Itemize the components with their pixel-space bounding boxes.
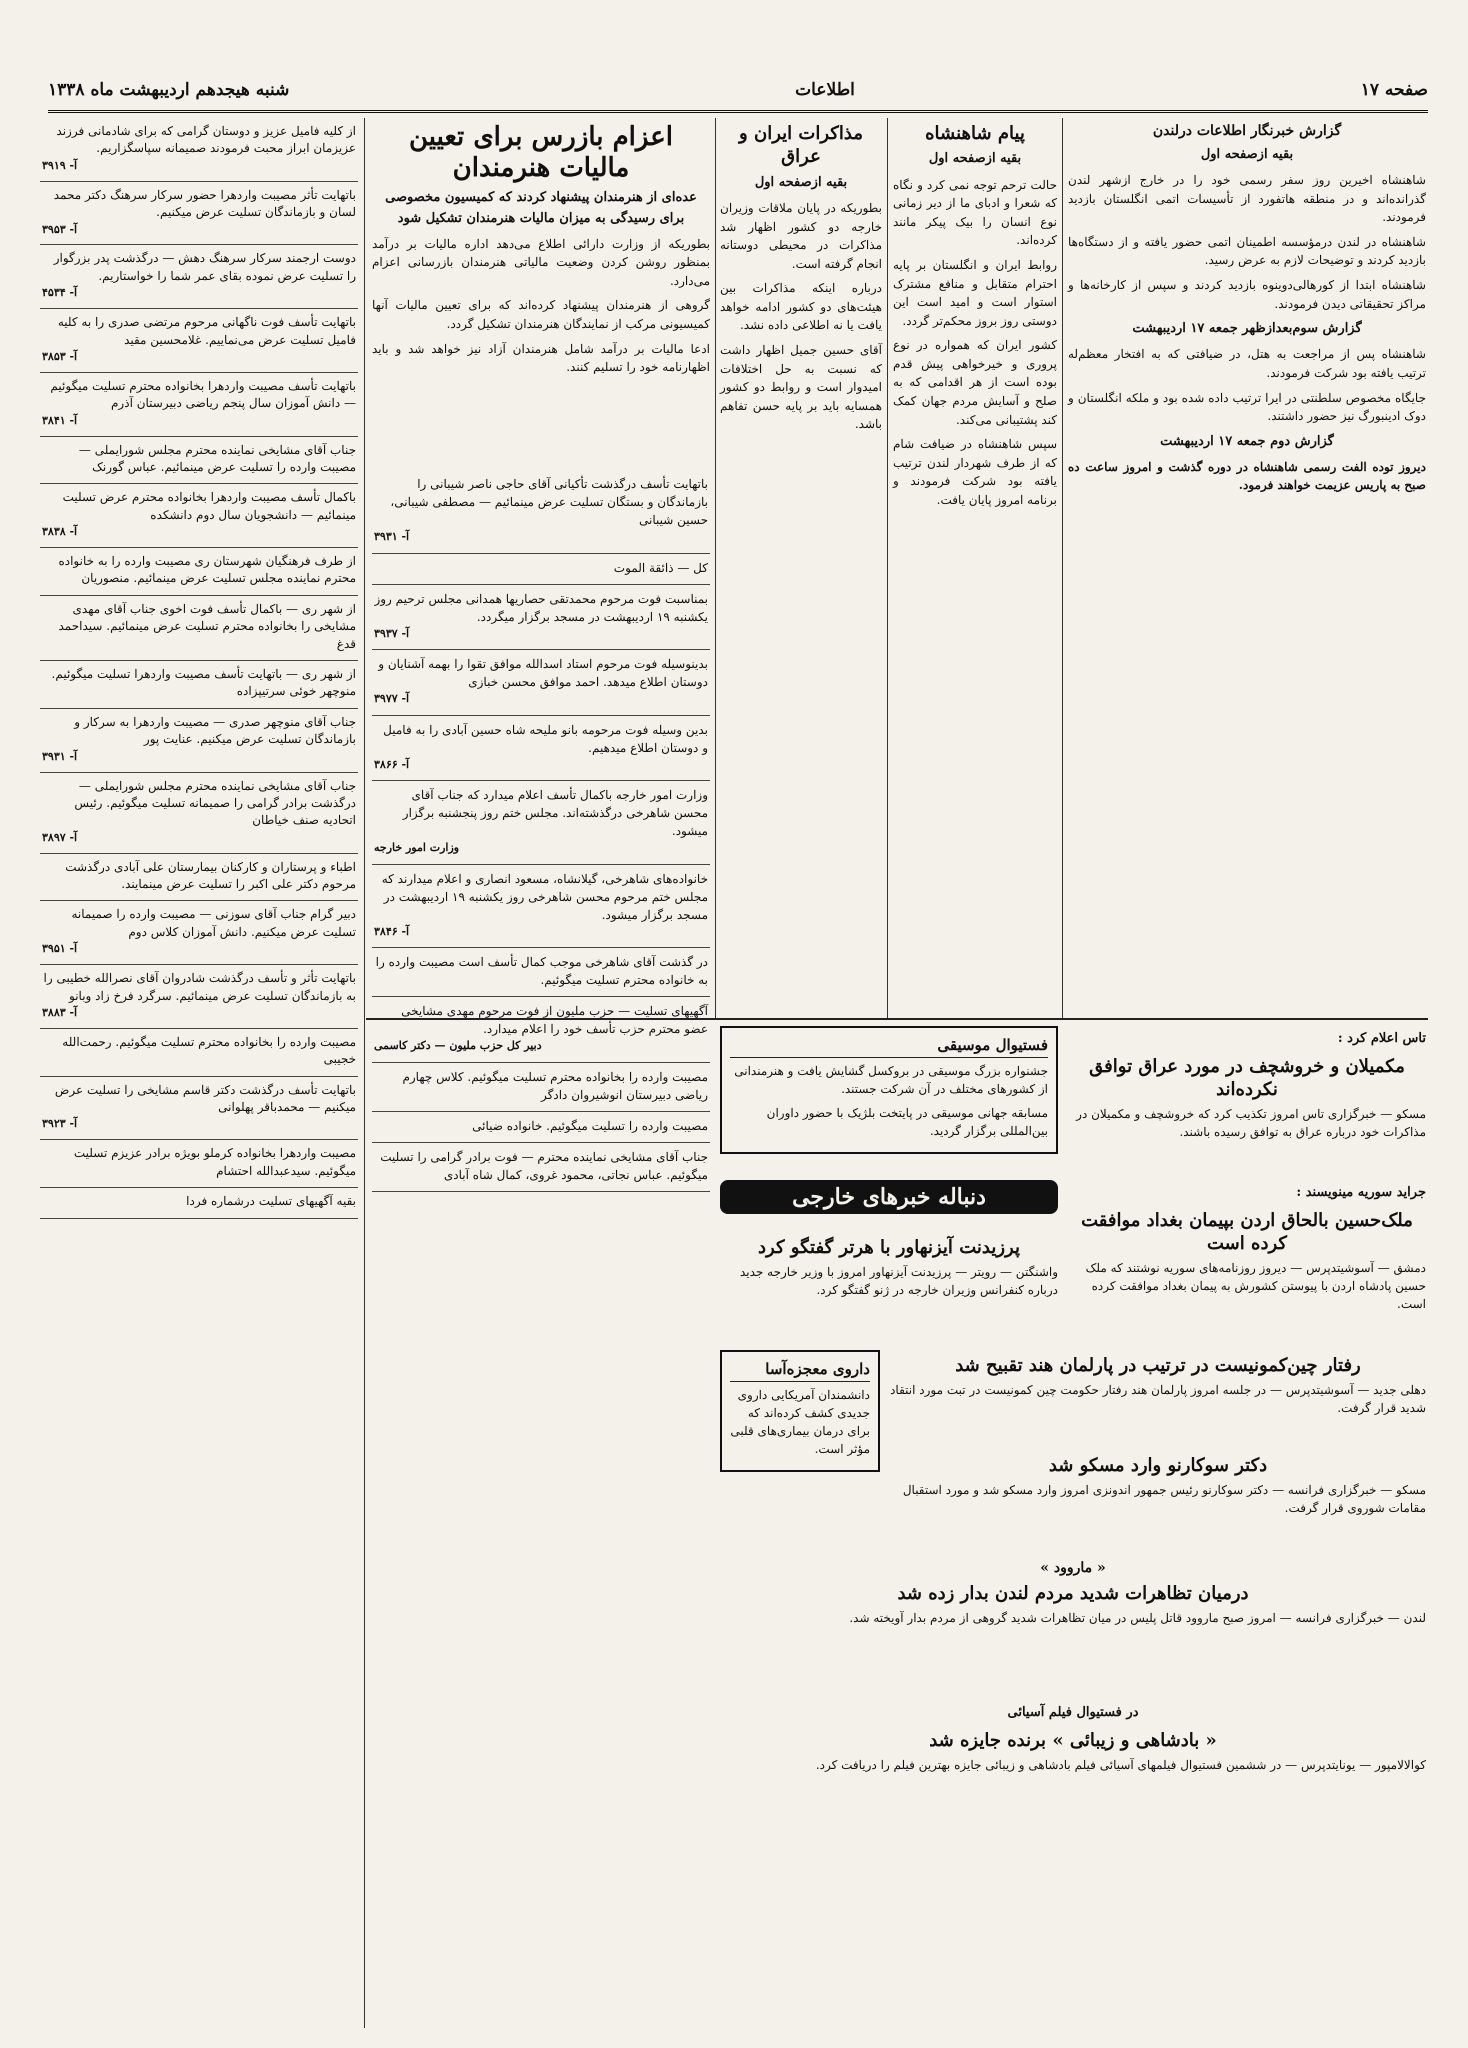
condolence-notice xyxy=(372,1112,710,1143)
notice-reference: آ- ۳۹۳۱ xyxy=(374,530,410,543)
article-title: دکتر سوکارنو وارد مسکو شد xyxy=(1048,1455,1268,1476)
article-title: مذاکرات ایران و عراق xyxy=(739,123,863,168)
article-kicker: بقیه ازصفحه اول xyxy=(928,151,1022,167)
article-paragraph: دهلی جدید — آسوشیتدپرس — در جلسه امروز پارلمان هند رفتار حکومت چین کمونیست در تبت مورد انتقاد شدید قرار گرفت. xyxy=(890,1383,1426,1416)
notice-reference: دبیر کل حزب ملیون — دکتر کاسمی xyxy=(374,1039,542,1052)
article-title: داروی معجزه‌آسا xyxy=(730,1358,870,1382)
article-paragraph: بطوریکه از وزارت دارائی اطلاع می‌دهد اداره مالیات بر درآمد بمنظور روشن کردن وضعیت مالیاتی هنرمندان بازرسانی اعزام می‌دارد. xyxy=(372,236,710,288)
notice-text: بدین وسیله فوت مرحومه بانو ملیحه شاه حسین آبادی را به فامیل و دوستان اطلاع میدهیم. xyxy=(383,722,708,755)
notice-text: جناب آقای مشایخی نماینده محترم مجلس شورایملی — درگذشت برادر گرامی را صمیمانه تسلیت میگوئیم. رئیس اتحادیه صنف خیاطان xyxy=(74,778,356,828)
notice-text: وزارت امور خارجه باکمال تأسف اعلام میدارد که جناب آقای محسن شاهرخی درگذشته‌اند. مجلس ختم روز پنجشنبه برگزار میشود. xyxy=(402,788,708,838)
condolence-notice xyxy=(40,773,358,854)
article-paragraph: حالت ترحم توجه نمی کرد و نگاه که شعرا و ادبای ما از دیر زمانی نوع انسان را بیک پیکر مانند کرده‌اند. xyxy=(893,177,1057,248)
notice-reference: آ- ۳۹۵۳ xyxy=(42,222,78,236)
drug-article xyxy=(720,1350,880,1478)
article-kicker: جراید سوریه مینویسند : xyxy=(1296,1185,1426,1200)
article-kicker: در فستیوال فیلم آسیائی xyxy=(1007,1705,1139,1720)
condolence-notice xyxy=(40,596,358,661)
notice-reference: آ- ۳۸۵۳ xyxy=(42,349,78,363)
condolence-notices-middle xyxy=(372,470,710,1192)
condolence-notice xyxy=(372,781,710,865)
article-paragraph: جشنواره بزرگ موسیقی در بروکسل گشایش یافت و هنرمندانی از کشورهای مختلف در آن شرکت جستند. xyxy=(734,1063,1048,1096)
condolence-notice xyxy=(40,661,358,709)
column-shah-message xyxy=(893,118,1057,516)
issue-date: شنبه هیجدهم اردیبهشت ماه ۱۳۳۸ xyxy=(48,80,290,100)
article-paragraph: جایگاه مخصوص سلطنتی در ایرا ترتیب داده شده بود و ملکه انگلستان و دوک ادینبورگ نیز حضور داشتند. xyxy=(1068,390,1426,424)
notice-text: مصیبت وارده را تسلیت میگوئیم. خانواده ضیائی xyxy=(472,1118,708,1133)
notice-reference: آ- ۳۸۹۷ xyxy=(42,830,78,844)
condolence-notice xyxy=(372,585,710,651)
condolence-notice xyxy=(40,709,358,773)
column-rule xyxy=(364,118,365,2028)
condolence-notice xyxy=(372,1063,710,1112)
condolence-notice xyxy=(40,484,358,548)
article-paragraph: شاهنشاه ابتدا از کورهالی‌دوینوه بازدید کردند و سپس از کارخانه‌ها و مراکز تحقیقاتی دیدن فرمودند. xyxy=(1068,278,1426,311)
article-paragraph: بطوریکه در پایان ملاقات وزیران خارجه دو کشور اظهار شد مذاکرات در محیطی دوستانه انجام گرفته است. xyxy=(720,200,882,271)
notice-text: مصیبت واردهرا بخانواده کرملو بویژه برادر عزیزم تسلیت میگوئیم. سیدعبدالله احتشام xyxy=(73,1146,356,1178)
syria-article xyxy=(1068,1180,1426,1319)
china-article xyxy=(890,1350,1426,1423)
notice-text: دبیر گرام جناب آقای سوزنی — مصیبت وارده را صمیمانه تسلیت عرض میکنیم. دانش آموزان کلاس دوم xyxy=(71,907,356,939)
paper-name: اطلاعات xyxy=(795,80,855,100)
article-paragraph: شاهنشاه در لندن درمؤسسه اطمینان اتمی حضور یافته و از دستگاه‌ها بازدید کردند و توضیحات لازم به عرض رسید. xyxy=(1068,234,1426,268)
article-title: درمیان تظاهرات شدید مردم لندن بدار زده شد xyxy=(897,1582,1249,1604)
notice-text: از شهر ری — باتهایت تأسف مصیبت واردهرا تسلیت میگوئیم. منوچهر خوئی سرتیپزاده xyxy=(51,667,356,699)
article-paragraph: شاهنشاه اخیرین روز سفر رسمی خود را در خارج ازشهر لندن گذرانده‌اند و در منطقه هاتفورد از تأسیسات اتمی انگلستان بازدید فرمودند. xyxy=(1068,173,1426,225)
notice-text: اطباء و پرستاران و کارکنان بیمارستان علی آبادی درگذشت مرحوم دکتر علی اکبر را تسلیت عرض مینمایند. xyxy=(65,859,356,892)
notice-text: خانواده‌های شاهرخی، گیلانشاه، مسعود انصاری و اعلام میدارند که مجلس ختم مرحوم محسن شاهرخی روز یکشنبه ۱۹ اردیبهشت در مسجد برگزار میشود. xyxy=(381,871,708,922)
condolence-notice xyxy=(372,716,710,782)
column-rule xyxy=(887,118,888,1018)
london-hanging-article xyxy=(720,1555,1426,1633)
article-title: ملک‌حسین بالحاق اردن بپیمان بغداد موافقت کرده است xyxy=(1081,1209,1413,1254)
article-subhead: گزارش دوم جمعه ۱۷ اردیبهشت xyxy=(1160,433,1334,449)
condolence-notice xyxy=(40,437,358,485)
condolence-notice xyxy=(40,965,358,1029)
article-title: پرزیدنت آیزنهاور با هرتر گفتگو کرد xyxy=(758,1237,1020,1258)
article-paragraph: مسابقه جهانی موسیقی در پایتخت بلژیک با حضور داوران بین‌المللی برگزار گردید. xyxy=(766,1105,1048,1138)
condolence-notice xyxy=(372,554,710,585)
article-kicker: تاس اعلام کرد : xyxy=(1337,1031,1426,1046)
article-title: فستیوال موسیقی xyxy=(730,1034,1048,1058)
article-paragraph: لندن — خبرگزاری فرانسه — امروز صبح ماروود قاتل پلیس در میان تظاهرات شدید گروهی از مردم بدار آویخته شد. xyxy=(849,1611,1426,1626)
notice-reference: آ- ۳۹۷۷ xyxy=(374,692,410,705)
article-subtitle: « ماروود » xyxy=(1040,1560,1106,1576)
notice-text: بمناسبت فوت مرحوم محمدتقی حصاریها همدانی مجلس ترحیم روز یکشنبه ۱۹ اردیبهشت در مسجد برگزار میگردد. xyxy=(374,591,708,624)
article-paragraph: گروهی از هنرمندان پیشنهاد کرده‌اند که برای تعیین مالیات آنها کمیسیونی مرکب از نمایندگان هنرمندان تشکیل گردد. xyxy=(372,298,710,332)
notice-reference: آ- ۳۸۴۱ xyxy=(42,413,78,427)
article-title: پیام شاهنشاه xyxy=(925,123,1025,144)
notice-text: بقیه آگهیهای تسلیت درشماره فردا xyxy=(186,1194,356,1209)
foreign-news-banner: دنباله خبرهای خارجی xyxy=(720,1180,1058,1214)
condolence-notice xyxy=(372,865,710,949)
notice-reference: آ- ۳۸۶۶ xyxy=(374,757,410,771)
condolence-notice xyxy=(40,1188,358,1218)
condolence-notice xyxy=(40,1029,358,1077)
drug-box xyxy=(720,1350,880,1472)
notice-text: باکمال تأسف مصیبت واردهرا بخانواده محترم عرض تسلیت مینمائیم — دانشجویان سال دوم دانشکده xyxy=(62,490,356,522)
article-title: « بادشاهی و زیبائی » برنده جایزه شد xyxy=(929,1729,1217,1751)
notice-reference: آ- ۳۸۸۳ xyxy=(42,1005,78,1019)
notice-text: باتهایت تأثر و تأسف درگذشت شادروان آقای نصرالله خطیبی را به بازماندگان تسلیت عرض مینمائیم. سرگرد فرخ زاد وبانو xyxy=(43,971,356,1003)
condolence-notice xyxy=(372,1143,710,1192)
notice-reference: آ- ۳۸۳۸ xyxy=(42,525,78,539)
article-title: مکمیلان و خروشچف در مورد عراق توافق نکرده‌اند xyxy=(1089,1055,1405,1100)
notice-reference: آ- ۳۹۳۷ xyxy=(374,626,410,640)
article-paragraph: ادعا مالیات بر درآمد شامل هنرمندان آزاد نیز خواهد شد و باید اظهارنامه خود را تسلیم کنند. xyxy=(372,341,710,375)
condolence-notices-left xyxy=(40,118,358,1219)
column-rule xyxy=(1062,118,1063,1018)
condolence-notice xyxy=(372,948,710,997)
article-paragraph: کوالالامپور — یونایتدپرس — در ششمین فستیوال فیلمهای آسیائی فیلم بادشاهی و زیبائی جایزه بهترین فیلم را دریافت کرد. xyxy=(815,1757,1426,1772)
condolence-notice xyxy=(40,1140,358,1188)
condolence-notice xyxy=(372,997,710,1063)
notice-text: دوست ارجمند سرکار سرهنگ دهش — درگذشت پدر بزرگوار را تسلیت عرض نموده بقای عمر شما را خواستاریم. xyxy=(53,251,356,283)
article-title: رفتار چین‌کمونیست در ترتیب در پارلمان هند تقبیح شد xyxy=(955,1355,1361,1376)
masthead xyxy=(48,70,1428,113)
notice-text: باتهایت تأثر مصیبت واردهرا حضور سرکار سرهنگ دکتر محمد لسان و بازماندگان تسلیت عرض میکنیم. xyxy=(53,187,356,220)
notice-text: جناب آقای منوچهر صدری — مصیبت واردهرا به سرکار و بازماندگان تسلیت عرض میکنیم. عنایت پور xyxy=(74,714,356,747)
article-paragraph: شاهنشاه پس از مراجعت به هتل، در ضیافتی که به افتخار معظم‌له ترتیب یافته بود شرکت فرمودند. xyxy=(1068,347,1426,380)
condolence-notice xyxy=(40,245,358,309)
notice-text: مصیبت وارده را بخانواده محترم تسلیت میگوئیم. کلاس چهارم ریاضی دبیرستان انوشیروان دادگر xyxy=(402,1069,708,1102)
condolence-notice xyxy=(40,854,358,902)
notice-reference: آ- ۴۵۳۴ xyxy=(42,286,78,300)
macmillan-article xyxy=(1068,1026,1426,1147)
column-london-report xyxy=(1068,118,1426,501)
condolence-notice xyxy=(372,650,710,716)
article-title: گزارش خبرنگار اطلاعات درلندن xyxy=(1152,123,1342,139)
film-festival-article xyxy=(720,1700,1426,1780)
notice-text: آگهیهای تسلیت — حزب ملیون از فوت مرحوم مهدی مشایخی عضو محترم حزب تأسف خود را اعلام میدارد. xyxy=(401,1004,708,1036)
notice-text: جناب آقای مشایخی نماینده محترم مجلس شورایملی — مصیبت وارده را تسلیت عرض مینمائیم. عباس گورنک xyxy=(78,442,356,474)
condolence-notice xyxy=(40,1077,358,1141)
condolence-notice xyxy=(40,548,358,596)
notice-reference: آ- ۳۸۴۶ xyxy=(374,924,410,938)
notice-text: از طرف فرهنگیان شهرستان ری مصیبت وارده را به خانواده محترم نماینده مجلس تسلیت عرض مینمائیم. منصوریان xyxy=(58,554,356,586)
article-paragraph: سپس شاهنشاه در ضیافت شام که از طرف شهردار لندن ترتیب یافته بود شرکت فرمودند و برنامه امروز پایان یافت. xyxy=(893,437,1057,508)
notice-text: در گذشت آقای شاهرخی موجب کمال تأسف است مصیبت وارده را به خانواده محترم تسلیت میگوئیم. xyxy=(375,955,708,987)
article-paragraph: مسکو — خبرگزاری تاس امروز تکذیب کرد که خروشچف و مکمیلان در مذاکرات خود درباره عراق به توافق رسیده باشند. xyxy=(1076,1107,1426,1140)
article-paragraph: دانشمندان آمریکایی داروی جدیدی کشف کرده‌اند که برای درمان بیماری‌های قلبی مؤثر است. xyxy=(730,1387,870,1456)
notice-text: از کلیه فامیل عزیز و دوستان گرامی که برای شادمانی فرزند عزیزمان ابراز محبت فرمودند صمیمانه سپاسگزاریم. xyxy=(56,124,356,156)
condolence-notice xyxy=(372,470,710,554)
notice-text: جناب آقای مشایخی نماینده محترم — فوت برادر گرامی را تسلیت میگوئیم. عباس نجاتی، محمود غروی، کمال شاه آبادی xyxy=(380,1149,708,1182)
notice-reference: آ- ۳۹۵۱ xyxy=(42,942,78,956)
column-iran-iraq xyxy=(720,118,882,440)
notice-text: از شهر ری — باکمال تأسف فوت اخوی جناب آقای مهدی مشایخی را بخانواده محترم تسلیت عرض مینمائیم. سیداحمد قدغ xyxy=(58,601,356,651)
condolence-notice xyxy=(40,182,358,246)
article-paragraph: مسکو — خبرگزاری فرانسه — دکتر سوکارنو رئیس جمهور اندونزی امروز وارد مسکو شد و مورد استقبال مقامات شوروی قرار گرفت. xyxy=(902,1483,1426,1516)
foreign-news-banner-wrap xyxy=(720,1180,1058,1214)
article-paragraph: دمشق — آسوشیتدپرس — دیروز روزنامه‌های سوریه نوشتند که ملک حسین پادشاه اردن با پیوستن کشورش به پیمان بغداد موافقت کرده است. xyxy=(1085,1261,1426,1312)
article-paragraph: درباره اینکه مذاکرات بین هیئت‌های دو کشور ادامه خواهد یافت یا نه اطلاعی داده نشد. xyxy=(720,281,882,333)
festival-box xyxy=(720,1026,1058,1154)
column-artists-tax xyxy=(372,118,710,383)
article-title: اعزام بازرس برای تعیین مالیات هنرمندان xyxy=(409,122,673,184)
article-kicker: بقیه ازصفحه اول xyxy=(1200,146,1294,162)
condolence-notice xyxy=(40,373,358,437)
notice-reference: وزارت امور خارجه xyxy=(374,841,460,854)
condolence-notice xyxy=(40,309,358,373)
page-number: صفحه ۱۷ xyxy=(1360,80,1428,100)
eisenhower-article xyxy=(720,1232,1058,1305)
notice-text: باتهایت تأسف فوت ناگهانی مرحوم مرتضی صدری را به کلیه فامیل تسلیت عرض می‌نماییم. غلامحسین مقید xyxy=(57,315,356,347)
notice-text: باتهایت تأسف مصیبت واردهرا بخانواده محترم تسلیت میگوئیم — دانش آموزان سال پنجم ریاضی دبیرستان آذرم xyxy=(50,378,356,411)
condolence-notice xyxy=(40,901,358,965)
notice-reference: آ- ۳۹۳۱ xyxy=(42,749,78,763)
notice-text: باتهایت تأسف درگذشت دکتر قاسم مشایخی را تسلیت عرض میکنیم — محمدباقر پهلوانی xyxy=(54,1082,356,1115)
article-paragraph: کشور ایران که همواره در نوع پروری و خیرخواهی پیش قدم بوده است از هر اقدامی که به صلح و آسایش مردم جهان کمک کند پشتیبانی می‌کند. xyxy=(893,338,1057,427)
notice-text: مصیبت وارده را بخانواده محترم تسلیت میگوئیم. رحمت‌الله خجیبی xyxy=(62,1034,356,1067)
column-rule xyxy=(715,118,716,1018)
article-paragraph: روابط ایران و انگلستان بر پایه احترام متقابل و منافع مشترک استوار است و امید است این دوستی روز بروز محکم‌تر گردد. xyxy=(893,257,1057,328)
festival-article xyxy=(720,1026,1058,1160)
article-deck: عده‌ای از هنرمندان پیشنهاد کردند که کمیسیون مخصوصی برای رسیدگی به میزان مالیات هنرمندان تشکیل شود xyxy=(385,190,697,226)
condolence-notice xyxy=(40,118,358,182)
sukarno-article xyxy=(890,1450,1426,1523)
notice-reference: آ- ۳۹۲۳ xyxy=(42,1117,78,1131)
article-paragraph: واشنگتن — رویتر — پرزیدنت آیزنهاور امروز با وزیر خارجه جدید درباره کنفرانس وزیران خارجه در ژنو گفتگو کرد. xyxy=(739,1265,1058,1298)
article-subhead: گزارش سوم‌بعدازظهر جمعه ۱۷ اردیبهشت xyxy=(1132,321,1362,337)
article-paragraph: آقای حسین جمیل اظهار داشت که نسبت به حل اختلافات امیدوار است و روابط دو کشور همسایه باید بر پایه حسن تفاهم باشد. xyxy=(720,343,882,432)
article-paragraph: دیروز توده الفت رسمی شاهنشاه در دوره گذشت و امروز ساعت ده صبح به پاریس عزیمت خواهند فرمود. xyxy=(1068,459,1426,493)
notice-reference: آ- ۳۹۱۹ xyxy=(42,158,78,172)
article-kicker: بقیه ازصفحه اول xyxy=(754,174,848,190)
notice-text: کل — ذائقة الموت xyxy=(613,560,708,575)
notice-text: بدینوسیله فوت مرحوم استاد اسدالله موافق تقوا را بهمه آشنایان و دوستان اطلاع میدهد. احمد موافق محسن خبازی xyxy=(378,657,708,689)
notice-text: باتهایت تأسف درگذشت تأکیانی آقای حاجی ناصر شیبانی را بازماندگان و بستگان تسلیت عرض مینمائیم — مصطفی شیبانی، حسین شیبانی xyxy=(390,477,708,527)
